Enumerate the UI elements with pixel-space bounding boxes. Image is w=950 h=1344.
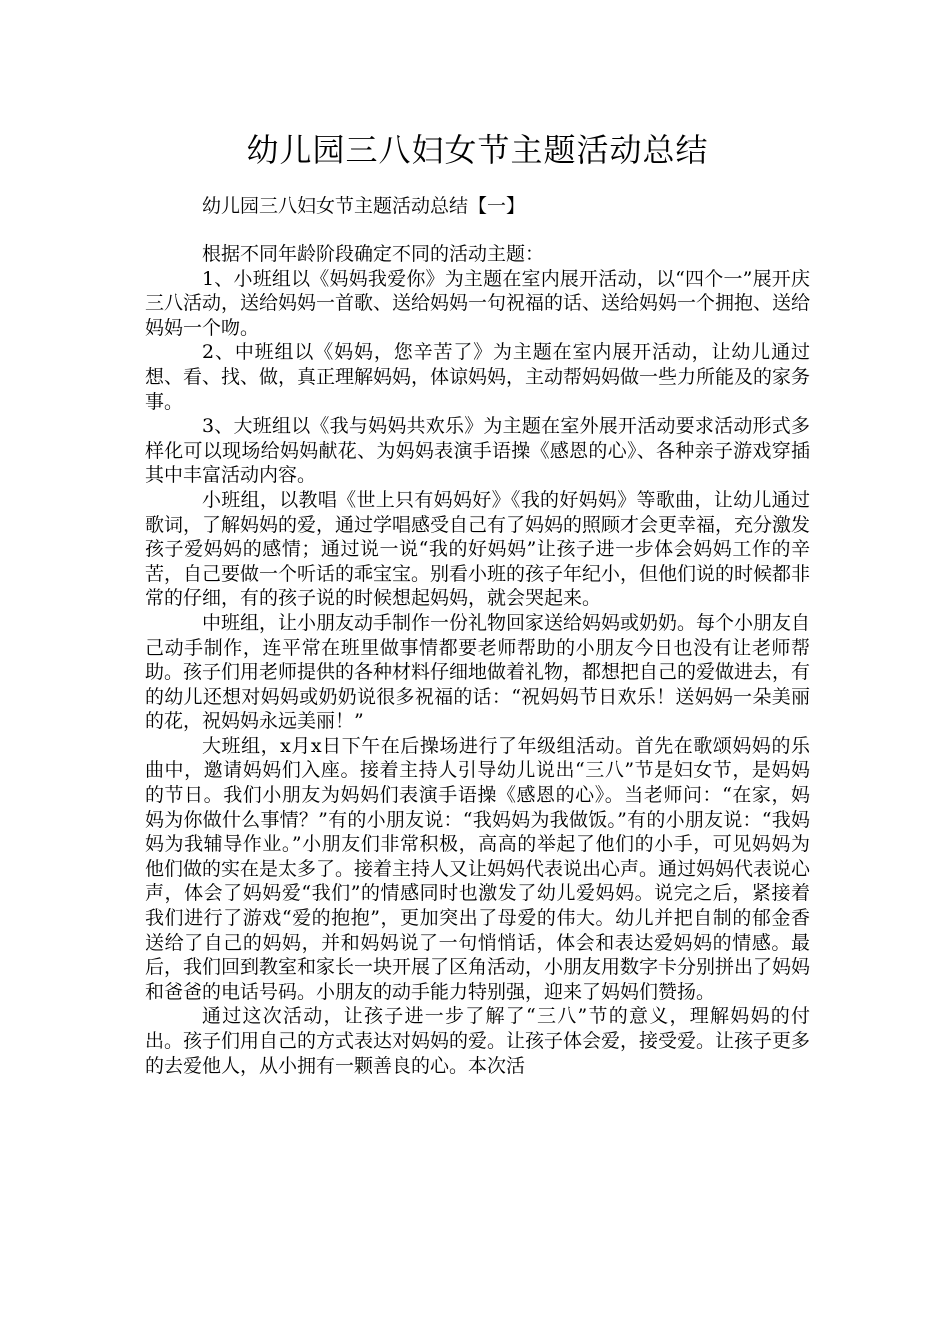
paragraph-item-2: 2、中班组以《妈妈，您辛苦了》为主题在室内展开活动，让幼儿通过想、看、找、做，真正理解妈妈，体谅妈妈，主动帮妈妈做一些力所能及的家务事。	[145, 341, 811, 413]
paragraph-small-class: 小班组，以教唱《世上只有妈妈好》《我的好妈妈》等歌曲，让幼儿通过歌词，了解妈妈的爱，通过学唱感受自己有了妈妈的照顾才会更幸福，充分激发孩子爱妈妈的感情；通过说一说“我的好妈妈”让孩子进一步体会妈妈工作的辛苦，自己要做一个听话的乖宝宝。别看小班的孩子年纪小，但他们说的时候都非常的仔细，有的孩子说的时候想起妈妈，就会哭起来。	[145, 488, 811, 610]
document-title: 幼儿园三八妇女节主题活动总结	[246, 131, 709, 169]
paragraph-conclusion: 通过这次活动，让孩子进一步了解了“三八”节的意义，理解妈妈的付出。孩子们用自己的方式表达对妈妈的爱。让孩子体会爱，接受爱。让孩子更多的去爱他人，从小拥有一颗善良的心。本次活	[145, 1005, 811, 1077]
paragraph-item-1: 1、小班组以《妈妈我爱你》为主题在室内展开活动，以“四个一”展开庆三八活动，送给妈妈一首歌、送给妈妈一句祝福的话、送给妈妈一个拥抱、送给妈妈一个吻。	[145, 267, 811, 339]
paragraph-item-3: 3、大班组以《我与妈妈共欢乐》为主题在室外展开活动要求活动形式多样化可以现场给妈妈献花、为妈妈表演手语操《感恩的心》、各种亲子游戏穿插其中丰富活动内容。	[145, 415, 810, 487]
section-heading: 幼儿园三八妇女节主题活动总结【一】	[202, 195, 526, 217]
paragraph-middle-class: 中班组，让小朋友动手制作一份礼物回家送给妈妈或奶奶。每个小朋友自己动手制作，连平常在班里做事情都要老师帮助的小朋友今日也没有让老师帮助。孩子们用老师提供的各种材料仔细地做着礼物，都想把自己的爱做进去，有的幼儿还想对妈妈或奶奶说很多祝福的话：“祝妈妈节日欢乐！送妈妈一朵美丽的花，祝妈妈永远美丽！”	[145, 611, 811, 733]
document-body	[145, 242, 810, 1078]
paragraph-intro: 根据不同年龄阶段确定不同的活动主题：	[202, 243, 545, 265]
paragraph-large-class: 大班组，x月x日下午在后操场进行了年级组活动。首先在歌颂妈妈的乐曲中，邀请妈妈们入座。接着主持人引导幼儿说出“三八”节是妇女节，是妈妈的节日。我们小朋友为妈妈们表演手语操《感恩的心》。当老师问：“在家，妈妈为你做什么事情？”有的小朋友说：“我妈妈为我做饭。”有的小朋友说：“我妈妈为我辅导作业。”小朋友们非常积极，高高的举起了他们的小手，可见妈妈为他们做的实在是太多了。接着主持人又让妈妈代表说出心声。通过妈妈代表说心声，体会了妈妈爱“我们”的情感同时也激发了幼儿爱妈妈。说完之后，紧接着我们进行了游戏“爱的抱抱”，更加突出了母爱的伟大。幼儿并把自制的郁金香送给了自己的妈妈，并和妈妈说了一句悄悄话，体会和表达爱妈妈的情感。最后，我们回到教室和家长一块开展了区角活动，小朋友用数字卡分别拼出了妈妈和爸爸的电话号码。小朋友的动手能力特别强，迎来了妈妈们赞扬。	[145, 734, 811, 1003]
document-page	[145, 124, 810, 1078]
